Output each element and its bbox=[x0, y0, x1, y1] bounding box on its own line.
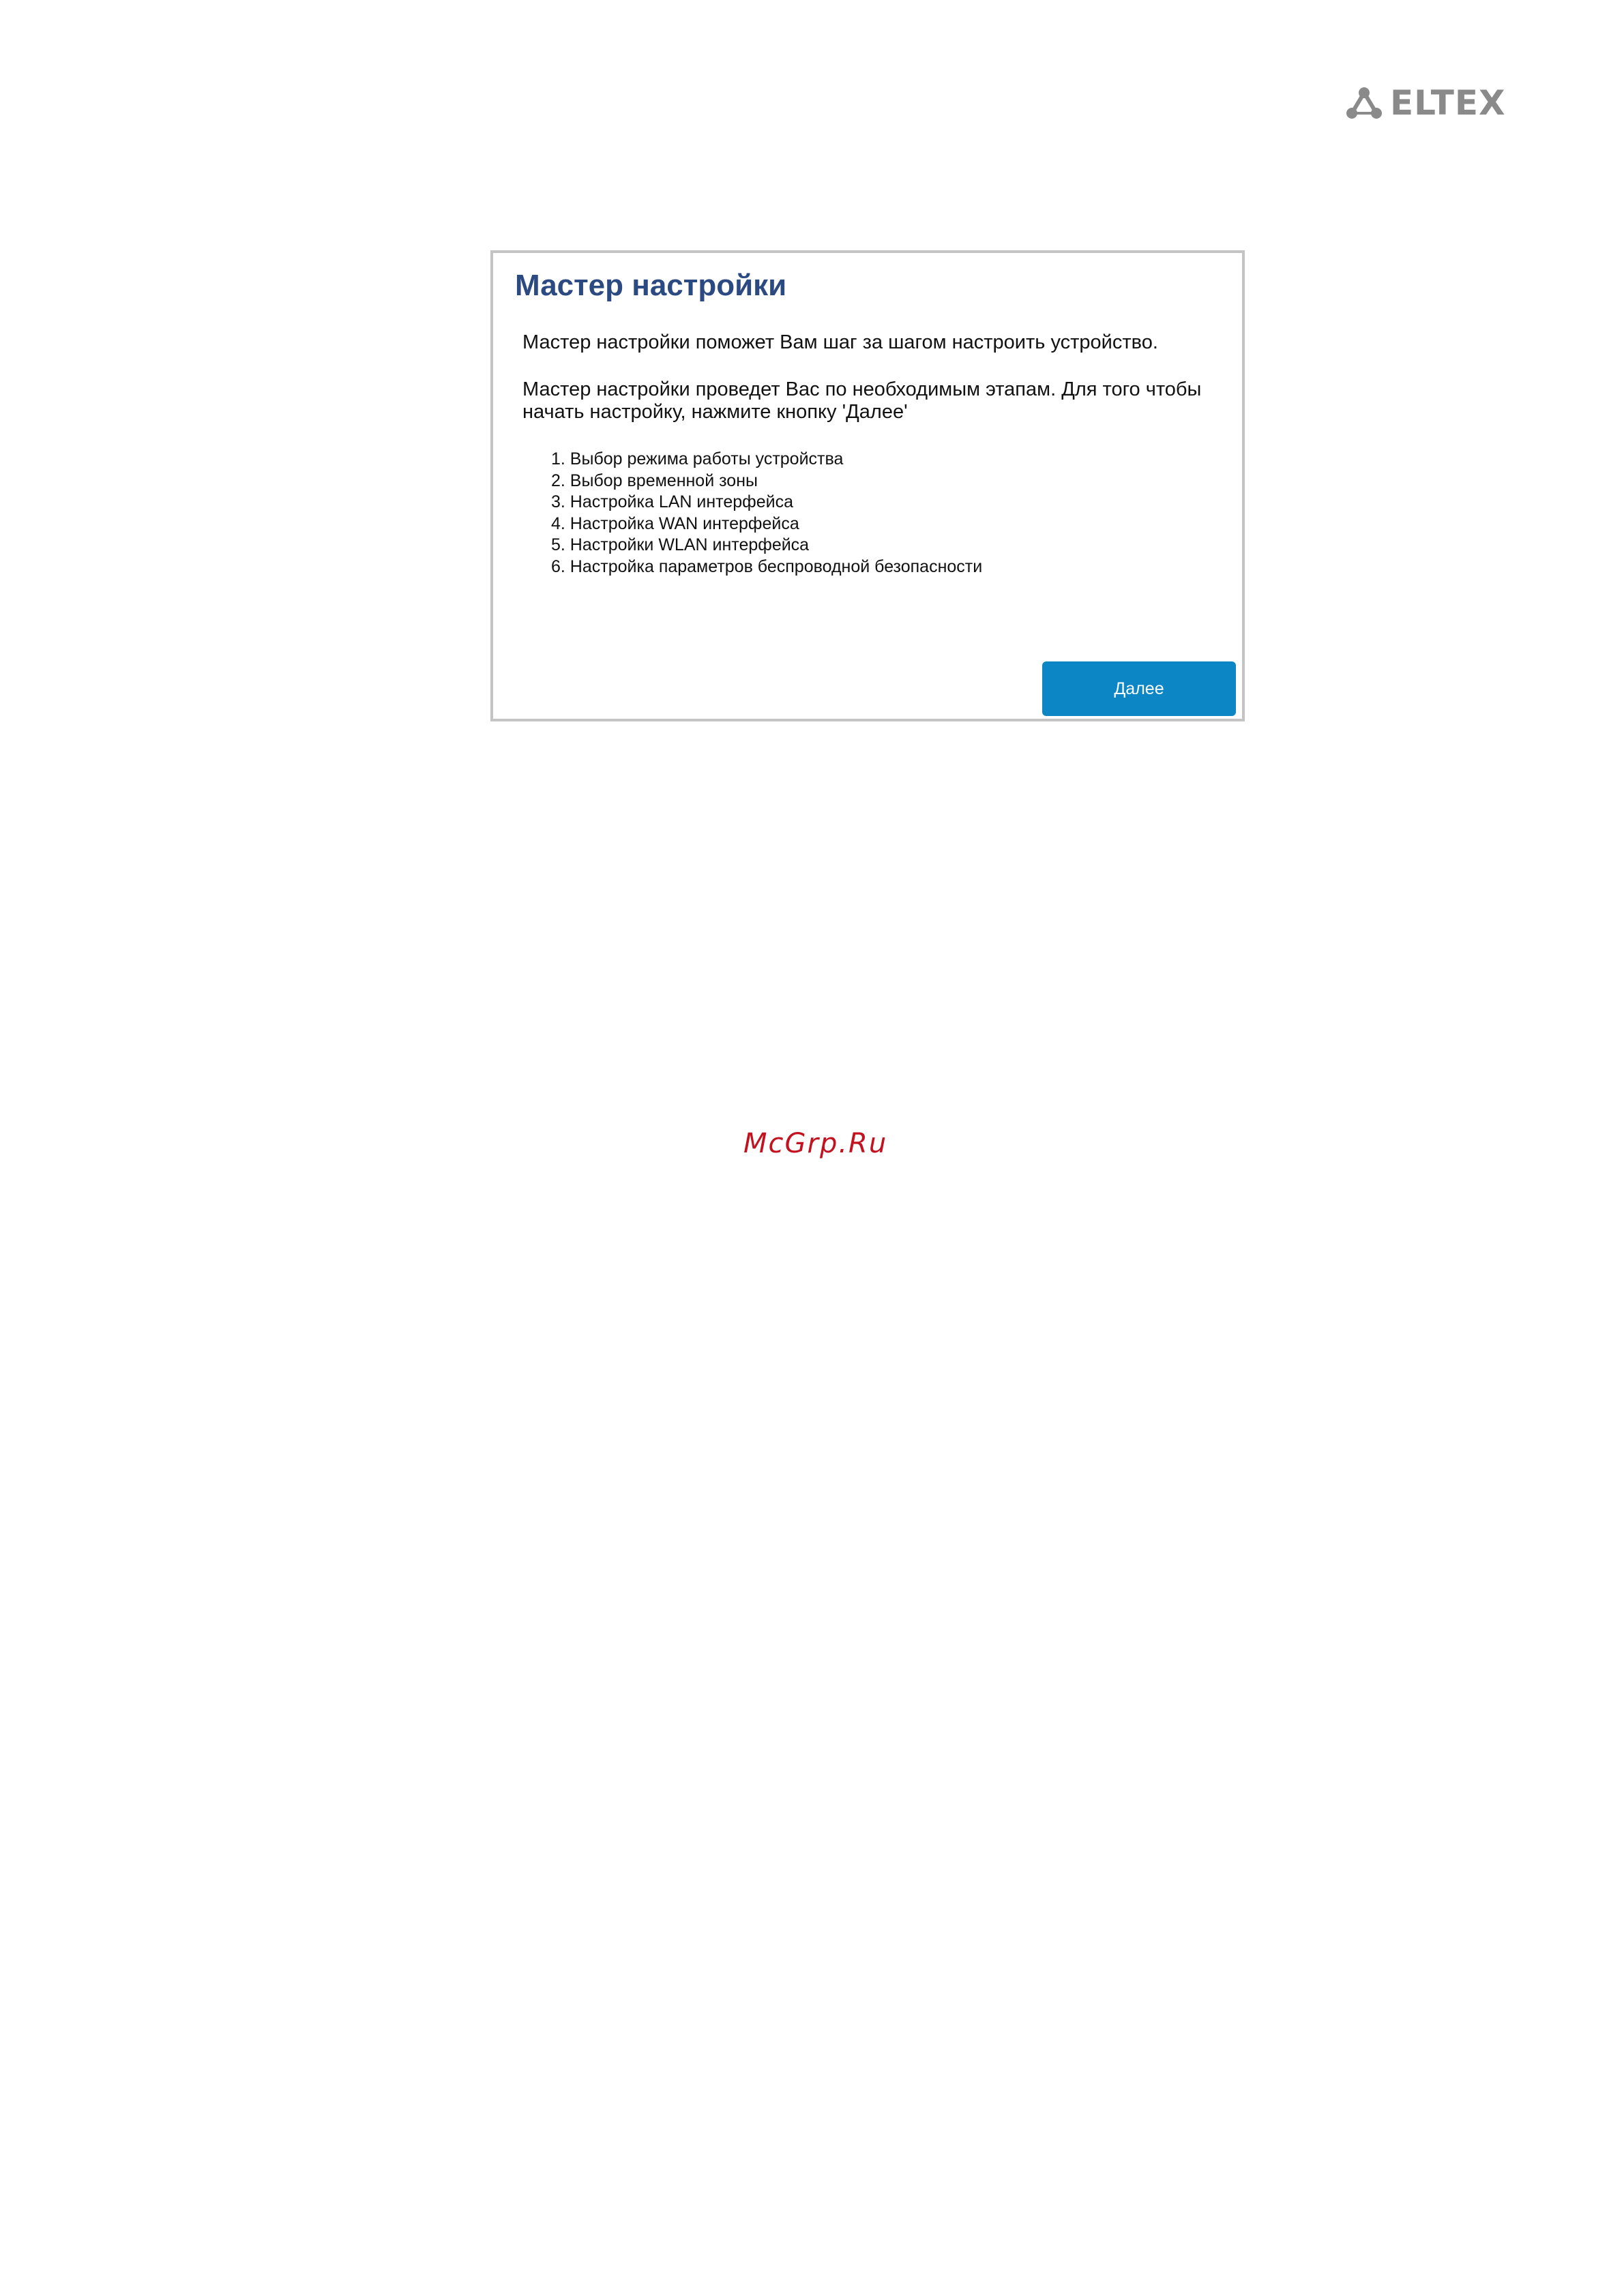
wizard-title: Мастер настройки bbox=[515, 269, 787, 302]
eltex-nodes-icon bbox=[1345, 86, 1383, 120]
watermark-text: McGrp.Ru bbox=[743, 1128, 888, 1159]
wizard-intro-line-2: Мастер настройки проведет Вас по необходимым этапам. Для того чтобы bbox=[522, 378, 1202, 400]
wizard-intro-line-1: Мастер настройки поможет Вам шаг за шагом настроить устройство. bbox=[522, 331, 1158, 353]
eltex-logo bbox=[1345, 85, 1506, 121]
step-item: 3. Настройка LAN интерфейса bbox=[551, 492, 793, 512]
setup-wizard-panel bbox=[490, 250, 1245, 721]
step-item: 6. Настройка параметров беспроводной безопасности bbox=[551, 556, 983, 576]
next-button[interactable]: Далее bbox=[1042, 661, 1236, 716]
step-item: 5. Настройки WLAN интерфейса bbox=[551, 535, 810, 555]
step-item: 4. Настройка WAN интерфейса bbox=[551, 513, 799, 533]
step-item: 1. Выбор режима работы устройства bbox=[551, 449, 844, 468]
wizard-intro-line-3: начать настройку, нажмите кнопку 'Далее' bbox=[522, 401, 908, 423]
wizard-steps-list bbox=[551, 449, 982, 578]
logo-text: ELTEX bbox=[1390, 83, 1506, 123]
step-item: 2. Выбор временной зоны bbox=[551, 471, 758, 490]
